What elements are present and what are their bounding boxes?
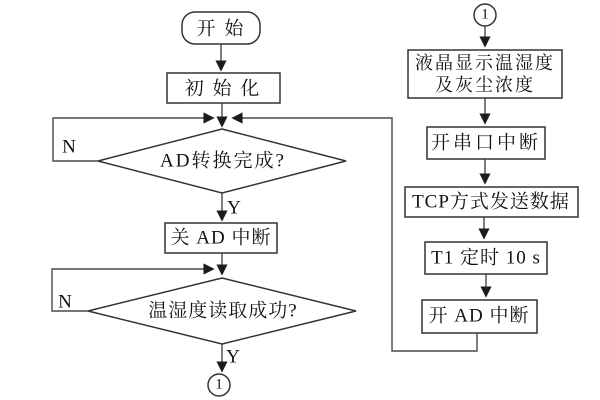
node-lcd-label-line1: 液晶显示温湿度 <box>415 53 555 73</box>
branch-label-no-1: N <box>62 136 76 158</box>
branch-label-yes-1: Y <box>227 197 241 219</box>
node-tcp-label: TCP方式发送数据 <box>412 191 570 213</box>
node-decision-th-label: 温湿度读取成功? <box>148 300 298 322</box>
node-serial-label: 开串口中断 <box>430 132 542 154</box>
branch-label-yes-2: Y <box>226 346 240 368</box>
connector-bottom-label: 1 <box>215 376 223 393</box>
node-lcd-label <box>415 52 555 96</box>
node-close-ad-label: 关 AD 中断 <box>170 227 272 249</box>
node-open-ad-label: 开 AD 中断 <box>428 305 530 327</box>
node-lcd-label-line2: 及灰尘浓度 <box>435 75 535 95</box>
node-init-label: 初 始 化 <box>184 78 262 100</box>
node-start-label: 开 始 <box>196 18 246 40</box>
connector-top-label: 1 <box>481 6 489 23</box>
node-timer-label: T1 定时 10 s <box>431 247 541 269</box>
branch-label-no-2: N <box>58 291 72 313</box>
node-decision-ad-label: AD转换完成? <box>160 150 286 172</box>
